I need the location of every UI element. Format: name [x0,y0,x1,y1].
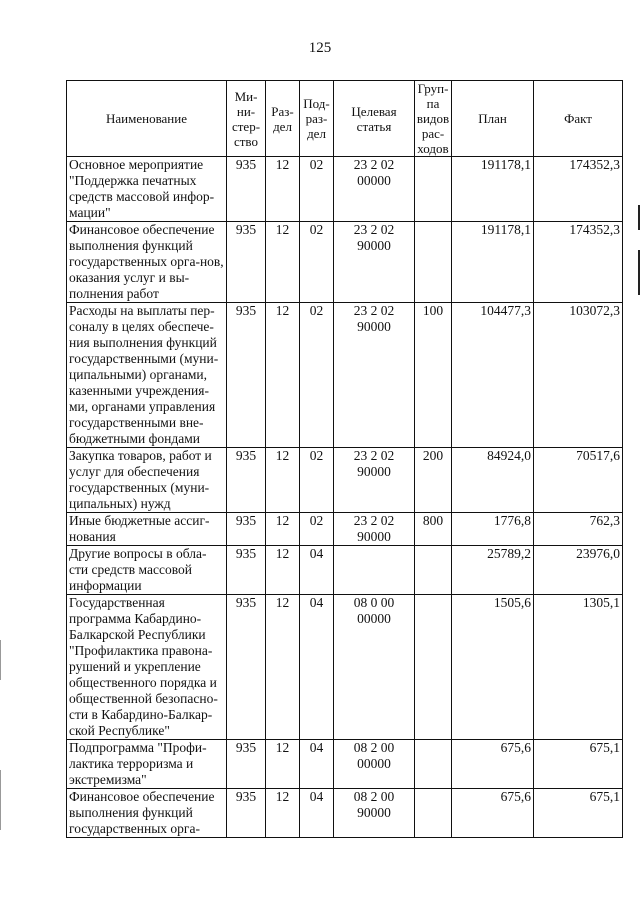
column-header-subsection: Под- раз- дел [300,81,334,157]
table-row [67,222,623,303]
cell-group [415,546,452,595]
cell-target: 23 2 02 90000 [334,513,415,546]
cell-subsection: 04 [300,546,334,595]
cell-fact: 174352,3 [534,222,623,303]
table-row [67,303,623,448]
scan-left-mark [0,770,1,830]
cell-name: Закупка товаров, работ и услуг для обеспечения государственных (муни-ципальных) нужд [67,448,227,513]
cell-target: 08 0 00 00000 [334,595,415,740]
cell-subsection: 02 [300,157,334,222]
cell-target: 08 2 00 00000 [334,740,415,789]
cell-fact: 1305,1 [534,595,623,740]
table-row [67,513,623,546]
column-header-section: Раз- дел [266,81,300,157]
cell-section: 12 [266,789,300,838]
scan-left-mark [0,640,1,680]
cell-subsection: 02 [300,513,334,546]
cell-fact: 762,3 [534,513,623,546]
cell-subsection: 02 [300,448,334,513]
cell-target: 23 2 02 00000 [334,157,415,222]
cell-name: Подпрограмма "Профи-лактика терроризма и экстремизма" [67,740,227,789]
cell-plan: 1776,8 [452,513,534,546]
cell-plan: 104477,3 [452,303,534,448]
cell-subsection: 04 [300,595,334,740]
cell-subsection: 02 [300,222,334,303]
cell-ministry: 935 [227,740,266,789]
cell-plan: 191178,1 [452,222,534,303]
cell-plan: 191178,1 [452,157,534,222]
cell-fact: 174352,3 [534,157,623,222]
cell-ministry: 935 [227,789,266,838]
cell-group: 100 [415,303,452,448]
table-header-row [67,81,623,157]
cell-group: 800 [415,513,452,546]
cell-plan: 675,6 [452,789,534,838]
column-header-target: Целевая статья [334,81,415,157]
cell-section: 12 [266,546,300,595]
cell-name: Расходы на выплаты пер-соналу в целях обеспече-ния выполнения функций государственными (муни-ципальными) органами, казенными учреждения-ми, органами управления государственными вне-бюджетными фондами [67,303,227,448]
cell-plan: 675,6 [452,740,534,789]
table-row [67,740,623,789]
cell-section: 12 [266,303,300,448]
column-header-group: Груп- па видов рас- ходов [415,81,452,157]
cell-ministry: 935 [227,157,266,222]
cell-section: 12 [266,222,300,303]
cell-section: 12 [266,740,300,789]
cell-group [415,222,452,303]
cell-fact: 70517,6 [534,448,623,513]
column-header-ministry: Ми- ни- стер- ство [227,81,266,157]
cell-group [415,157,452,222]
cell-section: 12 [266,513,300,546]
cell-ministry: 935 [227,513,266,546]
cell-name: Основное мероприятие "Поддержка печатных средств массовой инфор-мации" [67,157,227,222]
cell-target: 23 2 02 90000 [334,303,415,448]
cell-ministry: 935 [227,546,266,595]
table-row [67,789,623,838]
cell-subsection: 04 [300,789,334,838]
cell-target: 23 2 02 90000 [334,222,415,303]
table-row [67,157,623,222]
cell-target: 23 2 02 90000 [334,448,415,513]
column-header-plan: План [452,81,534,157]
cell-ministry: 935 [227,303,266,448]
cell-name: Финансовое обеспечение выполнения функций государственных орга-нов, оказания услуг и вы-полнения работ [67,222,227,303]
cell-fact: 675,1 [534,789,623,838]
page-number: 125 [308,40,332,56]
column-header-name: Наименование [67,81,227,157]
cell-section: 12 [266,157,300,222]
cell-name: Иные бюджетные ассиг-нования [67,513,227,546]
budget-table [66,80,623,838]
cell-subsection: 04 [300,740,334,789]
cell-group [415,789,452,838]
cell-ministry: 935 [227,222,266,303]
cell-section: 12 [266,595,300,740]
cell-name: Финансовое обеспечение выполнения функций государственных орга- [67,789,227,838]
cell-fact: 675,1 [534,740,623,789]
cell-group: 200 [415,448,452,513]
cell-plan: 25789,2 [452,546,534,595]
cell-subsection: 02 [300,303,334,448]
cell-fact: 23976,0 [534,546,623,595]
cell-target: 08 2 00 90000 [334,789,415,838]
cell-ministry: 935 [227,595,266,740]
cell-name: Другие вопросы в обла-сти средств массовой информации [67,546,227,595]
table-row [67,595,623,740]
cell-group [415,740,452,789]
column-header-fact: Факт [534,81,623,157]
cell-plan: 1505,6 [452,595,534,740]
table-row [67,448,623,513]
table-row [67,546,623,595]
cell-fact: 103072,3 [534,303,623,448]
cell-plan: 84924,0 [452,448,534,513]
table-body [67,157,623,838]
cell-group [415,595,452,740]
cell-target [334,546,415,595]
cell-ministry: 935 [227,448,266,513]
cell-name: Государственная программа Кабардино-Балкарской Республики "Профилактика правона-рушений и укрепление общественного порядка и общественной безопасно-сти в Кабардино-Балкар-ской Республике" [67,595,227,740]
cell-section: 12 [266,448,300,513]
